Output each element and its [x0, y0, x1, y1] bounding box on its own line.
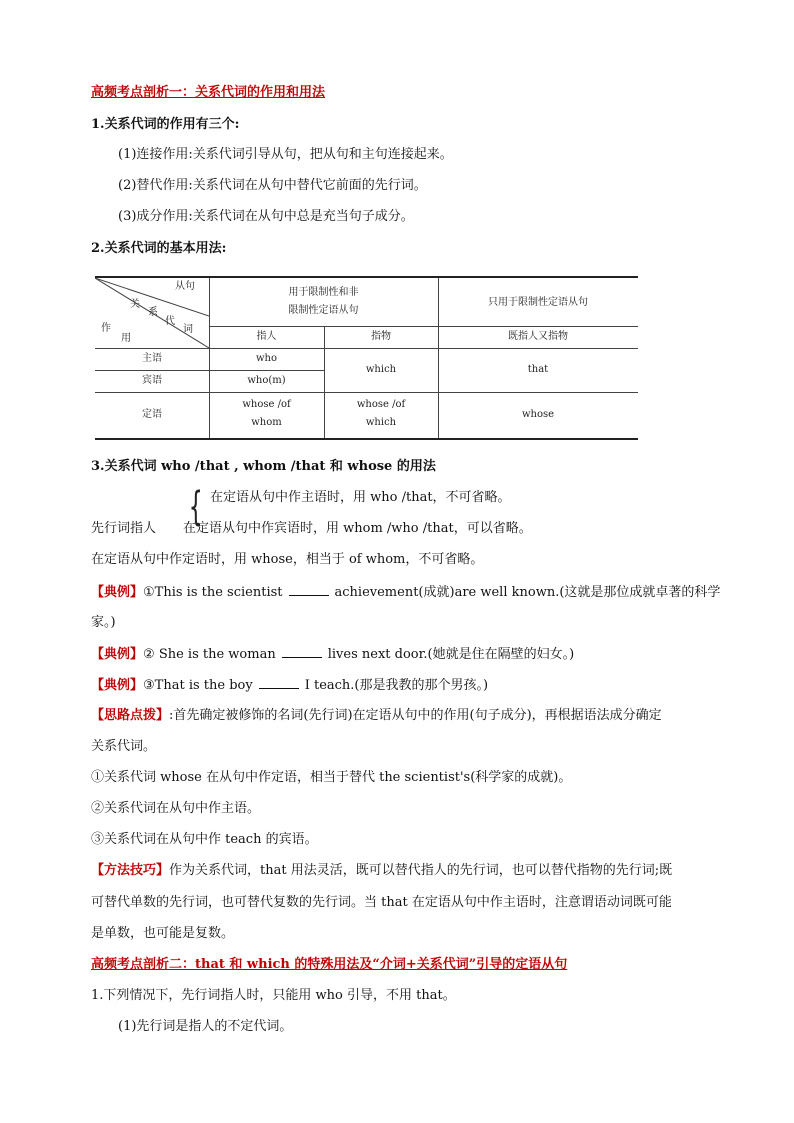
s1-heading1: 1.关系代词的作用有三个: — [91, 117, 240, 132]
section2-header: 高频考点剖析二：that 和 which 的特殊用法及“介词+关系代词”引导的定语从句 — [91, 957, 568, 972]
method-line-3: 是单数，也可能是复数。 — [91, 926, 235, 941]
antecedent-label: 先行词指人 — [91, 521, 157, 536]
s2-line-1: 1.下列情况下，先行词指人时，只能用 who 引导，不用 that。 — [91, 988, 456, 1003]
cell-attr-thing-2: which — [365, 417, 397, 428]
method-line-1 — [91, 862, 672, 880]
usage-line-1: 在定语从句中作主语时，用 who /that，不可省略。 — [210, 490, 511, 505]
example-before: That is the boy — [154, 678, 253, 693]
example-num: ② — [143, 647, 155, 662]
diag-func-2: 用 — [121, 333, 131, 344]
cell-attr-person-2: whom — [251, 417, 282, 428]
row-subject-label: 主语 — [142, 353, 162, 364]
diag-word-1: 关 — [130, 299, 140, 310]
answer-blank[interactable] — [282, 645, 322, 658]
usage-line-2: 在定语从句中作宾语时，用 whom /who /that，可以省略。 — [183, 521, 532, 536]
row-object-label: 宾语 — [142, 375, 162, 386]
answer-blank[interactable] — [259, 676, 299, 689]
diag-word-3: 代 — [165, 316, 175, 327]
s1-item-1: (1)连接作用:关系代词引导从句，把从句和主句连接起来。 — [118, 147, 453, 162]
diag-word-2: 系 — [148, 307, 158, 318]
hint-item-2: ②关系代词在从句中作主语。 — [91, 801, 261, 816]
s1-item-3: (3)成分作用:关系代词在从句中总是充当句子成分。 — [118, 209, 414, 224]
example-1-cont: 家。) — [91, 615, 116, 630]
example-tag: 【典例】 — [91, 678, 144, 693]
s1-heading2: 2.关系代词的基本用法: — [91, 241, 227, 256]
col-group1-line1: 用于限制性和非 — [288, 287, 359, 298]
relative-pronoun-table — [95, 276, 638, 440]
s1-heading3: 3.关系代词 who /that , whom /that 和 whose 的用法 — [91, 459, 436, 474]
hint-text-1: :首先确定被修饰的名词(先行词)在定语从句中的作用(句子成分)，再根据语法成分确定 — [169, 708, 662, 723]
example-2 — [91, 645, 574, 664]
example-tag: 【典例】 — [91, 647, 144, 662]
example-num: ③ — [143, 678, 155, 693]
hint-line-1 — [91, 707, 662, 725]
method-text-1: 作为关系代词，that 用法灵活，既可以替代指人的先行词，也可以替代指物的先行词;既 — [169, 863, 673, 878]
hint-tag: 【思路点拨】 — [91, 708, 170, 723]
cell-subject-person: who — [255, 353, 278, 364]
s1-item-2: (2)替代作用:关系代词在从句中替代它前面的先行词。 — [118, 178, 427, 193]
example-after: I teach.(那是我教的那个男孩。) — [304, 678, 489, 693]
cell-attr-thing-1: whose /of — [356, 399, 406, 410]
cell-subj-obj-both: that — [527, 364, 549, 375]
cell-attr-person-1: whose /of — [242, 399, 291, 410]
cell-subj-obj-thing: which — [365, 364, 397, 375]
section1-header: 高频考点剖析一：关系代词的作用和用法 — [91, 85, 326, 100]
s2-line-2: (1)先行词是指人的不定代词。 — [118, 1019, 293, 1034]
hint-line-2: 关系代词。 — [91, 739, 157, 754]
sub-person: 指人 — [256, 331, 277, 342]
method-tag: 【方法技巧】 — [91, 863, 170, 878]
usage-line-3: 在定语从句中作定语时，用 whose，相当于 of whom，不可省略。 — [91, 552, 484, 567]
example-tag: 【典例】 — [91, 585, 144, 600]
example-before: This is the scientist — [154, 585, 283, 600]
hint-item-1: ①关系代词 whose 在从句中作定语，相当于替代 the scientist's(科学家的成就)。 — [91, 770, 572, 785]
diag-func-1: 作 — [101, 323, 111, 334]
example-1 — [91, 583, 720, 602]
diag-word-4: 词 — [183, 324, 193, 335]
sub-thing: 指物 — [371, 331, 391, 342]
hint-item-3: ③关系代词在从句中作 teach 的宾语。 — [91, 832, 318, 847]
example-num: ① — [143, 585, 155, 600]
example-after: lives next door.(她就是住在隔壁的妇女。) — [327, 647, 575, 662]
sub-both: 既指人又指物 — [508, 331, 568, 342]
row-attributive-label: 定语 — [142, 409, 162, 420]
col-group2: 只用于限制性定语从句 — [488, 297, 588, 308]
example-before: She is the woman — [158, 647, 276, 662]
col-group1-line2: 限制性定语从句 — [288, 305, 359, 316]
answer-blank[interactable] — [289, 583, 329, 596]
cell-object-person: who(m) — [247, 375, 286, 386]
example-after: achievement(成就)are well known.(这就是那位成就卓著的科学 — [334, 585, 721, 600]
diag-clause-label: 从句 — [175, 281, 195, 292]
method-line-2: 可替代单数的先行词，也可替代复数的先行词。当 that 在定语从句中作主语时，注意谓语动词既可能 — [91, 895, 672, 910]
example-3 — [91, 676, 488, 695]
cell-attr-both: whose — [521, 409, 555, 420]
brace-glyph: { — [188, 484, 203, 530]
